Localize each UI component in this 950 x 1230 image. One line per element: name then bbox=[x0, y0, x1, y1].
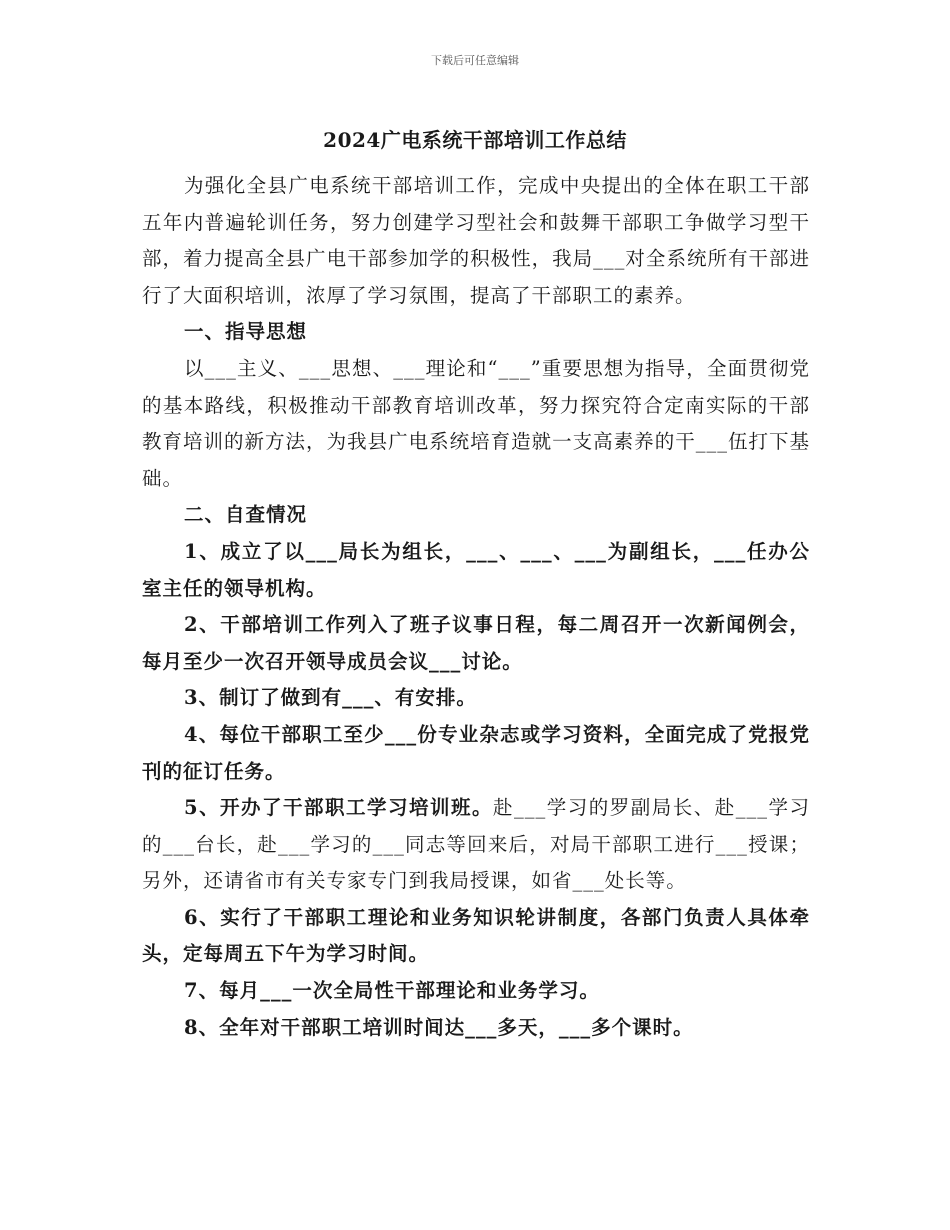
list-item-1: 1、成立了以___局长为组长，___、___、___为副组长，___任办公室主任的领导机构。 bbox=[142, 539, 810, 600]
section1-heading: 一、指导思想 bbox=[184, 320, 308, 344]
header-note: 下载后可任意编辑 bbox=[431, 54, 519, 67]
list-item-8: 8、全年对干部职工培训时间达___多天，___多个课时。 bbox=[184, 1015, 694, 1039]
list-item-3: 3、制订了做到有___、有安排。 bbox=[184, 686, 477, 710]
list-item-5 bbox=[142, 790, 810, 900]
intro-paragraph: 为强化全县广电系统干部培训工作，完成中央提出的全体在职工干部五年内普遍轮训任务，努力创建学习型社会和鼓舞干部职工争做学习型干部，着力提高全县广电干部参加学的积极性，我局___对全系统所有干部进行了大面积培训，浓厚了学习氛围，提高了干部职工的素养。 bbox=[142, 174, 810, 307]
section2-heading: 二、自查情况 bbox=[184, 503, 308, 527]
list-item-6: 6、实行了干部职工理论和业务知识轮讲制度，各部门负责人具体牵头，定每周五下午为学习时间。 bbox=[142, 905, 810, 966]
section1-paragraph: 以___主义、___思想、___理论和“___”重要思想为指导，全面贯彻党的基本路线，积极推动干部教育培训改革，努力探究符合定南实际的干部教育培训的新方法，为我县广电系统培育造就一支高素养的干___伍打下基础。 bbox=[142, 356, 810, 490]
list-item-4: 4、每位干部职工至少___份专业杂志或学习资料，全面完成了党报党刊的征订任务。 bbox=[142, 722, 810, 783]
list-item-2: 2、干部培训工作列入了班子议事日程，每二周召开一次新闻例会，每月至少一次召开领导成员会议___讨论。 bbox=[142, 613, 810, 673]
document-title: 2024广电系统干部培训工作总结 bbox=[323, 128, 627, 152]
document-body bbox=[142, 168, 810, 1046]
list-item-5-detail: 赴___学习的罗副局长、赴___学习的___台长，赴___学习的___同志等回来后，对局干部职工进行___授课；另外，还请省市有关专家专门到我局授课，如省___处长等。 bbox=[142, 796, 810, 893]
list-item-5-lead: 5、开办了干部职工学习培训班。 bbox=[184, 796, 494, 820]
list-item-7: 7、每月___一次全局性干部理论和业务学习。 bbox=[184, 979, 600, 1003]
